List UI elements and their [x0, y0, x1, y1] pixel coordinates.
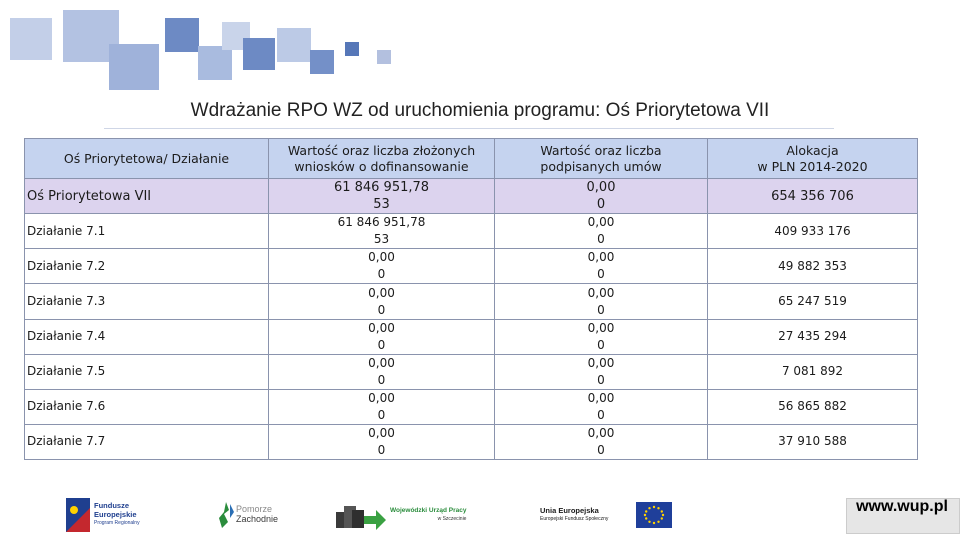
row-name: Oś Priorytetowa VII — [25, 179, 269, 214]
pomorze-zachodnie-logo: Pomorze Zachodnie — [216, 498, 282, 534]
column-header-applications: Wartość oraz liczba złożonych wniosków o dofinansowanie — [269, 139, 495, 179]
table-row — [25, 319, 918, 354]
allocation-cell: 65 247 519 — [708, 284, 918, 319]
column-header-contracts: Wartość oraz liczba podpisanych umów — [495, 139, 708, 179]
allocation-cell: 27 435 294 — [708, 319, 918, 354]
allocation-cell: 49 882 353 — [708, 249, 918, 284]
applications-cell: 0,00 0 — [269, 319, 495, 354]
row-name: Działanie 7.3 — [25, 284, 269, 319]
applications-cell: 0,00 0 — [269, 249, 495, 284]
eu-flag-icon — [636, 502, 672, 528]
table-row — [25, 179, 918, 214]
applications-cell: 61 846 951,78 53 — [269, 179, 495, 214]
column-header-axis: Oś Priorytetowa/ Działanie — [25, 139, 269, 179]
footer-logos — [0, 490, 960, 540]
table-row — [25, 284, 918, 319]
contracts-cell: 0,00 0 — [495, 214, 708, 249]
contracts-cell: 0,00 0 — [495, 354, 708, 389]
applications-cell: 61 846 951,78 53 — [269, 214, 495, 249]
title-divider — [104, 128, 834, 129]
table-header-row — [25, 139, 918, 179]
applications-cell: 0,00 0 — [269, 284, 495, 319]
contracts-cell: 0,00 0 — [495, 424, 708, 459]
website-url: www.wup.pl — [856, 498, 948, 515]
fundusze-europejskie-logo: Fundusze Europejskie Program Regionalny — [66, 496, 156, 534]
allocation-cell: 56 865 882 — [708, 389, 918, 424]
row-name: Działanie 7.5 — [25, 354, 269, 389]
contracts-cell: 0,00 0 — [495, 284, 708, 319]
contracts-cell: 0,00 0 — [495, 389, 708, 424]
row-name: Działanie 7.1 — [25, 214, 269, 249]
row-name: Działanie 7.4 — [25, 319, 269, 354]
unia-europejska-logo: Unia Europejska Europejski Fundusz Społeczny — [540, 500, 680, 532]
applications-cell: 0,00 0 — [269, 424, 495, 459]
applications-cell: 0,00 0 — [269, 354, 495, 389]
contracts-cell: 0,00 0 — [495, 179, 708, 214]
contracts-cell: 0,00 0 — [495, 249, 708, 284]
applications-cell: 0,00 0 — [269, 389, 495, 424]
row-name: Działanie 7.7 — [25, 424, 269, 459]
allocation-cell: 654 356 706 — [708, 179, 918, 214]
wup-szczecin-logo: Wojewódzki Urząd Pracy w Szczecinie — [336, 498, 486, 534]
table-row — [25, 389, 918, 424]
table-row — [25, 424, 918, 459]
table-row — [25, 249, 918, 284]
row-name: Działanie 7.2 — [25, 249, 269, 284]
allocation-cell: 409 933 176 — [708, 214, 918, 249]
allocation-cell: 37 910 588 — [708, 424, 918, 459]
column-header-allocation: Alokacja w PLN 2014-2020 — [708, 139, 918, 179]
data-table — [24, 138, 918, 460]
contracts-cell: 0,00 0 — [495, 319, 708, 354]
page-title: Wdrażanie RPO WZ od uruchomienia programu: Oś Priorytetowa VII — [190, 100, 770, 121]
table-row — [25, 354, 918, 389]
allocation-cell: 7 081 892 — [708, 354, 918, 389]
table-row — [25, 214, 918, 249]
row-name: Działanie 7.6 — [25, 389, 269, 424]
